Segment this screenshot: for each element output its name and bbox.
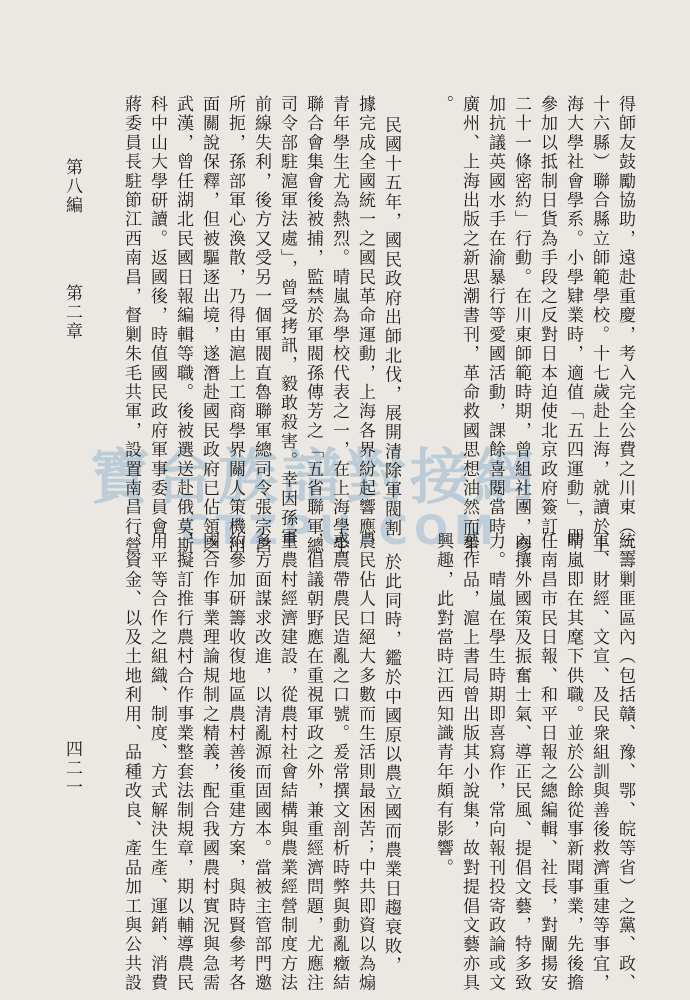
text-column: ，倡議朝野應在重視軍政之外，兼重經濟問題，尤應注 xyxy=(303,532,323,993)
text-column: 加抗議英國水手在渝暴行等愛國活動，課餘喜閱當時 xyxy=(485,95,505,537)
text-column: 十六縣）聯合縣立師範學校。十七歲赴上海，就讀於上 xyxy=(589,95,609,556)
text-column: 。 xyxy=(433,95,453,115)
text-column: 國合作事業理論規制之精義，配合我國農村實況與急需 xyxy=(199,532,219,993)
text-column: 民國十五年，國民政府出師北伐，展開清除軍閥割 xyxy=(381,116,401,539)
text-column: 面關說保釋，但被驅逐出境，遂潛赴國民政府已佔領之 xyxy=(199,95,219,556)
text-column: 力。晴嵐在學生時期即喜寫作，常向報刊投寄政論或文 xyxy=(485,532,505,993)
text-column: 據完成全國統一之國民革命運動，上海各界紛起響應， xyxy=(355,95,375,556)
text-column: 廣州、上海出版之新思潮書刊，革命救國思想油然而生 xyxy=(459,95,479,556)
chapter-label: 第二章 xyxy=(62,284,82,341)
text-column: 參加以抵制日貨為手段之反對日本迫使北京政府簽訂 xyxy=(537,95,557,537)
text-column: 內攘外國策及振奮士氣、導正民風、提倡文藝，特多致 xyxy=(511,532,531,993)
text-column: 武漢，曾任湖北民國日報編輯等職。後被選送赴俄莫斯 xyxy=(173,95,193,556)
text-column: 興趣，此對當時江西知識青年頗有影響。 xyxy=(433,532,453,878)
text-column: ，擬訂推行農村合作事業整套法制規章，期以輔導農民 xyxy=(173,532,193,993)
text-column: 二十一條密約」行動。在川東師範時期，曾組社團，參 xyxy=(511,95,531,556)
text-column: 於此同時，鑑於中國原以農立國而農業日趨衰敗， xyxy=(381,553,401,976)
text-column: 、資金、以及土地利用、品種改良、產品加工與公共設 xyxy=(121,532,141,993)
text-column: 約參加研籌收復地區農村善後重建方案，與時賢參考各 xyxy=(225,532,245,993)
page-number: 四二一 xyxy=(62,740,82,797)
text-column: 海大學社會學系。小學肄業時，適值「五四運動」，即 xyxy=(563,95,583,548)
text-column: 前線失利，後方又受另一個軍閥直魯聯軍總司令張宗昌 xyxy=(251,95,271,556)
text-column: 科中山大學研讀。返國後，時值國民政府軍事委員會 xyxy=(147,95,167,537)
watermark-main-text: 寶台族譜對接網 xyxy=(90,443,538,513)
text-column: 蔣委員長駐節江西南昌，督剿朱毛共軍，設置南昌行營 xyxy=(121,95,141,556)
text-column: 任南昌市民日報、和平日報之總編輯、社長，對闡揚安 xyxy=(537,532,557,993)
volume-label: 第八編 xyxy=(62,158,82,215)
text-column: 多方面謀求改進，以清亂源而固國本。當被主管部門邀 xyxy=(251,532,271,993)
text-column: 農民佔人口絕大多數而生活則最困苦；中共即資以為煽 xyxy=(355,532,375,993)
text-column: 青年學生尤為熱烈。晴嵐為學校代表之一，在上海學生 xyxy=(329,95,349,556)
text-column: 軍、財經、文宣、及民衆組訓與善後救濟重建等事宜， xyxy=(589,532,609,993)
text-column: 所扼，孫部軍心渙散，乃得由滬上工商學界關人策機出 xyxy=(225,95,245,556)
text-column: 聯合會集會後被捕，監禁於軍閥孫傳芳之「五省聯軍總 xyxy=(303,95,323,556)
text-column: 司令部駐滬軍法處」，曾受拷訊，毅敢殺害。幸因孫軍 xyxy=(277,95,297,548)
text-column: 得師友鼓勵協助，遠赴重慶，考入完全公費之川東（三 xyxy=(615,95,635,556)
text-column: 晴嵐即在其麾下供職。並於公餘從事新聞事業，先後擔 xyxy=(563,532,583,993)
text-column: 重農村經濟建設，從農村社會結構與農業經營制度方法 xyxy=(277,532,297,993)
watermark-url-text: CTZPU.COM xyxy=(180,508,500,554)
text-column: 統籌剿匪區內（包括贛、豫、鄂、皖等省）之黨、政、 xyxy=(615,532,635,993)
text-column: 惑農帶農民造亂之口號。爰常撰文剖析時弊與動亂癥結 xyxy=(329,532,349,993)
text-column: 用平等合作之組織、制度、方式解決生產、運銷、消費 xyxy=(147,532,167,993)
text-column: 藝作品，滬上書局曾出版其小說集，故對提倡文藝亦具 xyxy=(459,532,479,993)
